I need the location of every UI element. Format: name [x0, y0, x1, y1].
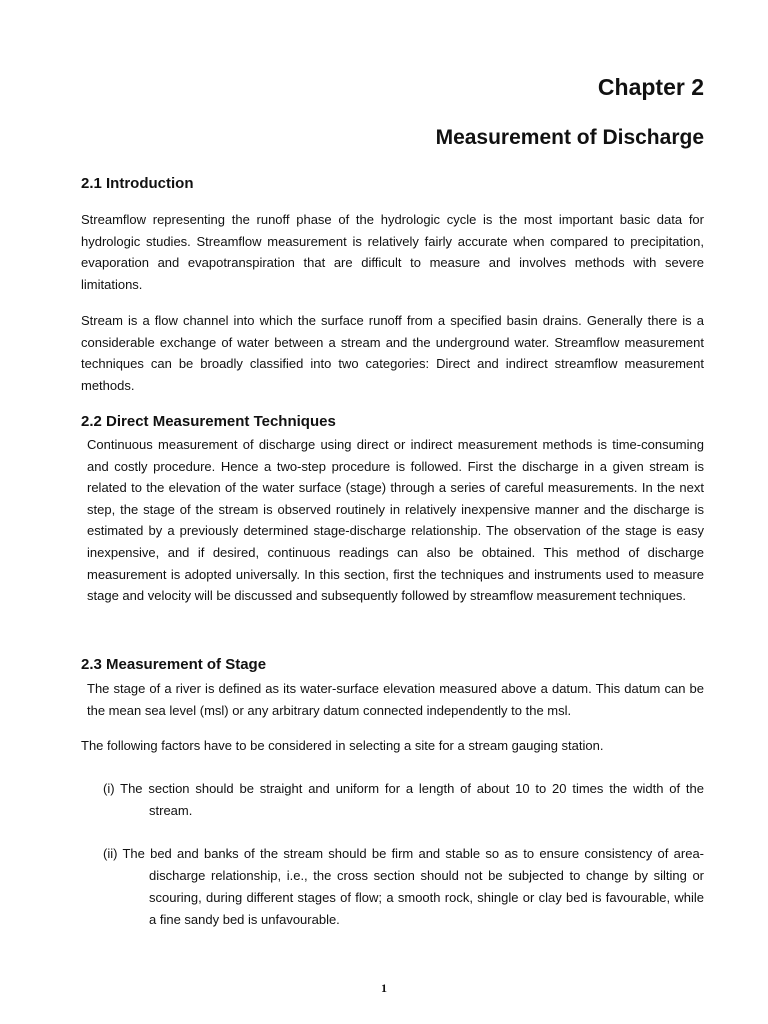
chapter-number: Chapter 2 [597, 74, 704, 100]
list-item-factor-1: (i) The section should be straight and uniform for a length of about 10 to 20 times the width of the stream. [103, 781, 704, 818]
paragraph-site-factors: The following factors have to be considered in selecting a site for a stream gauging station. [81, 738, 604, 753]
section-heading-introduction: 2.1 Introduction [81, 175, 194, 192]
list-item-factor-2: (ii) The bed and banks of the stream should be firm and stable so as to ensure consistency of area-discharge relationship, i.e., the cross section should not be subjected to change by silting or scouring, during different stages of flow; a smooth rock, shingle or clay bed is favourable, while a fine sandy bed is unfavourable. [103, 846, 704, 927]
chapter-title: Measurement of Discharge [435, 126, 704, 149]
page-number: 1 [381, 981, 387, 995]
paragraph-intro-2: Stream is a flow channel into which the surface runoff from a specified basin drains. Generally there is a considerable exchange of water between a stream and the underground water. Streamflow measurement techniques can be broadly classified into two categories: Direct and indirect streamflow measurement methods. [81, 313, 704, 393]
paragraph-intro-1: Streamflow representing the runoff phase of the hydrologic cycle is the most important basic data for hydrologic studies. Streamflow measurement is relatively fairly accurate when compared to precipitation, evaporation and evapotranspiration that are difficult to measure and involves methods with severe limitations. [81, 212, 704, 292]
paragraph-direct-measurement: Continuous measurement of discharge using direct or indirect measurement methods is time-consuming and costly procedure. Hence a two-step procedure is followed. First the discharge in a given stream is related to the elevation of the water surface (stage) through a series of careful measurements. In the next step, the stage of the stream is observed routinely in relatively inexpensive manner and the discharge is estimated by a previously determined stage-discharge relationship. The observation of the stage is easy inexpensive, and if desired, continuous readings can also be obtained. This method of discharge measurement is adopted universally. In this section, first the techniques and instruments used to measure stage and velocity will be discussed and subsequently followed by streamflow measurement techniques. [87, 437, 704, 604]
section-heading-direct-measurement: 2.2 Direct Measurement Techniques [81, 413, 336, 430]
section-heading-stage: 2.3 Measurement of Stage [81, 656, 267, 673]
paragraph-stage-definition: The stage of a river is defined as its water-surface elevation measured above a datum. This datum can be the mean sea level (msl) or any arbitrary datum connected independently to the msl. [87, 681, 704, 718]
